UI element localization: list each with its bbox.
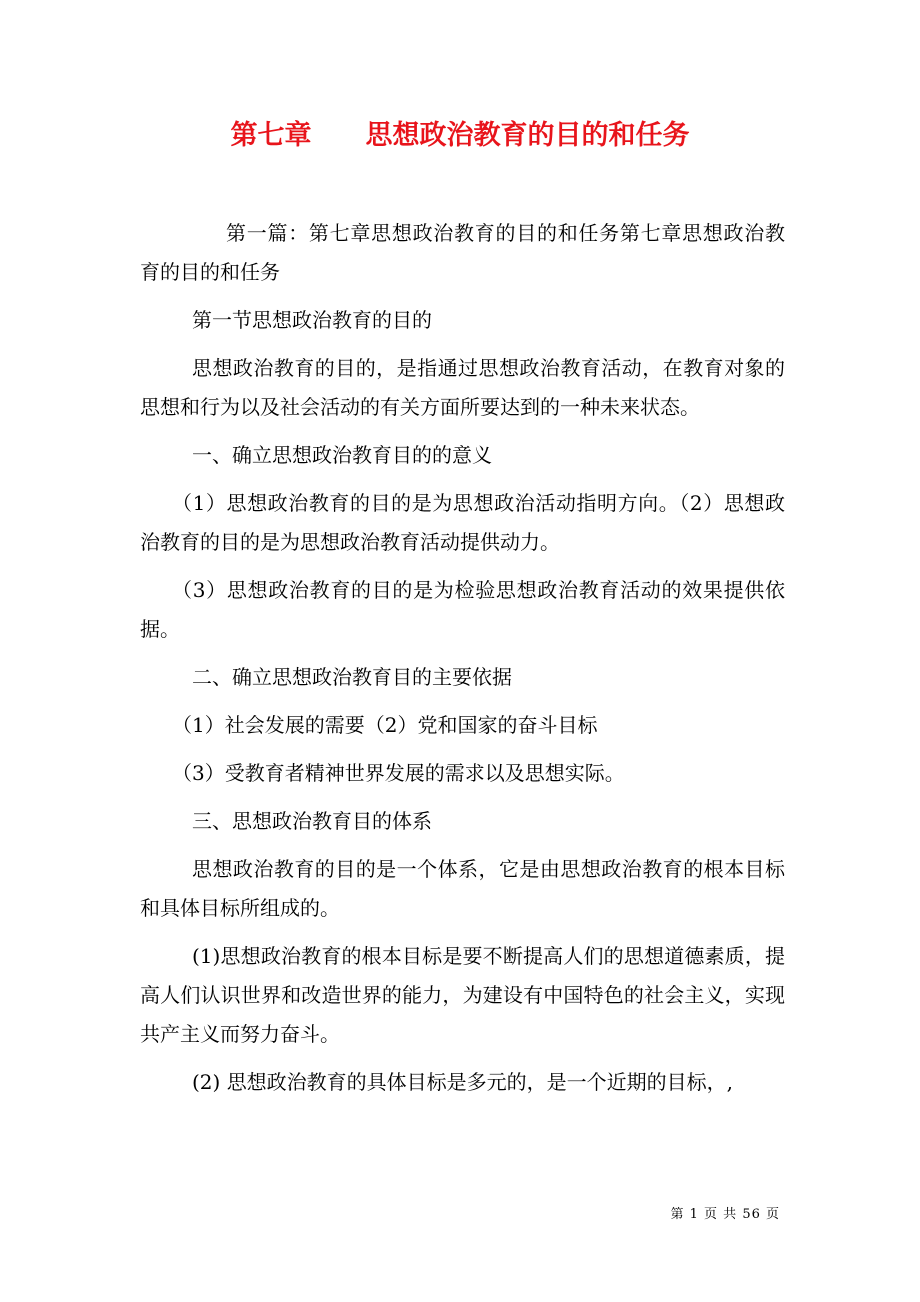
chapter-name: 思想政治教育的目的和任务 [365, 120, 690, 151]
document-body [140, 214, 785, 1111]
paragraph-significance-1-2: （1）思想政治教育的目的是为思想政治活动指明方向。（2）思想政治教育的目的是为思想政治教育活动提供动力。 [140, 491, 785, 554]
paragraph-definition: 思想政治教育的目的，是指通过思想政治教育活动，在教育对象的思想和行为以及社会活动的有关方面所要达到的一种未来状态。 [140, 356, 785, 419]
page-footer: 第 1 页 共 56 页 [670, 1207, 780, 1222]
paragraph-significance-3: （3）思想政治教育的目的是为检验思想政治教育活动的效果提供依据。 [140, 578, 785, 641]
paragraph-specific-goal: (2) 思想政治教育的具体目标是多元的，是一个近期的目标，, [192, 1070, 734, 1094]
paragraph-intro: 第一篇：第七章思想政治教育的目的和任务第七章思想政治教育的目的和任务 [140, 221, 785, 284]
subsection-heading-2: 二、确立思想政治教育目的主要依据 [192, 665, 512, 689]
section-heading: 第一节思想政治教育的目的 [192, 308, 432, 332]
paragraph-root-goal: (1)思想政治教育的根本目标是要不断提高人们的思想道德素质，提高人们认识世界和改造世界的能力，为建设有中国特色的社会主义，实现共产主义而努力奋斗。 [140, 944, 785, 1046]
paragraph-basis-3: （3）受教育者精神世界发展的需求以及思想实际。 [172, 761, 625, 785]
chapter-number: 第七章 [230, 120, 312, 151]
subsection-heading-1: 一、确立思想政治教育目的的意义 [192, 443, 492, 467]
chapter-title [0, 116, 920, 156]
paragraph-basis-1-2: （1）社会发展的需要（2）党和国家的奋斗目标 [172, 713, 598, 737]
paragraph-system: 思想政治教育的目的是一个体系，它是由思想政治教育的根本目标和具体目标所组成的。 [140, 857, 785, 920]
subsection-heading-3: 三、思想政治教育目的体系 [192, 809, 432, 833]
